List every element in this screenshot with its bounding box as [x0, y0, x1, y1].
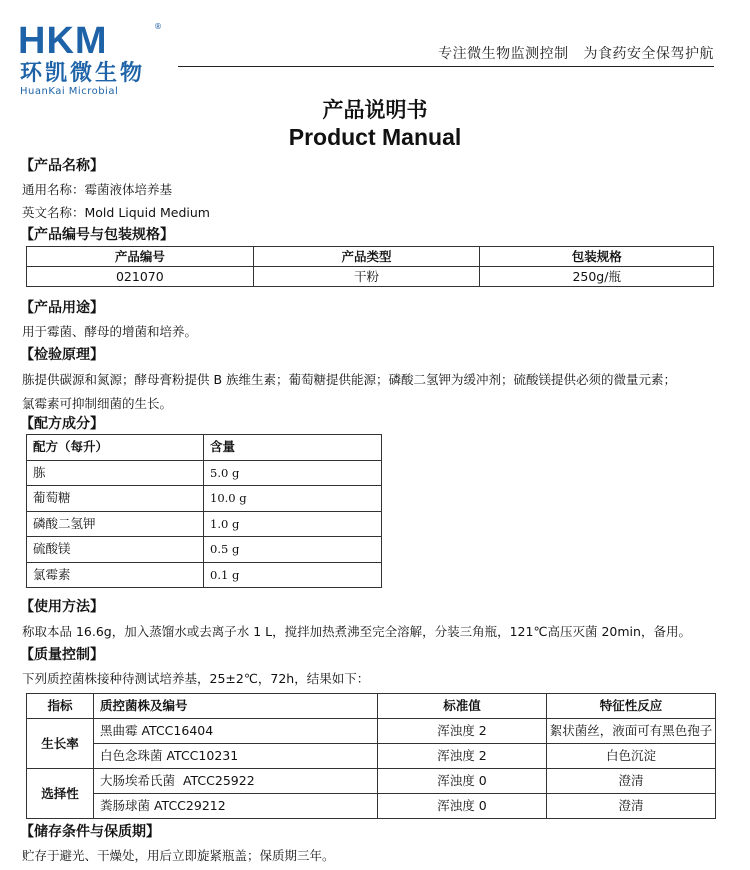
qc-group-label: 选择性 — [27, 769, 94, 819]
method-text: 称取本品 16.6g，加入蒸馏水或去离子水 1 L，搅拌加热煮沸至完全溶解，分装三角瓶，121℃高压灭菌 20min，备用。 — [22, 624, 691, 639]
ingredient-amount: 5.0 g — [204, 460, 382, 486]
table-header-cell: 产品编号 — [27, 247, 254, 267]
usage-text: 用于霉菌、酵母的增菌和培养。 — [22, 324, 198, 339]
section-heading-method: 【使用方法】 — [20, 599, 104, 615]
table-header-cell: 质控菌株及编号 — [94, 694, 378, 719]
header-slogan: 专注微生物监测控制 为食药安全保驾护航 — [438, 46, 714, 62]
section-heading-formula: 【配方成分】 — [20, 416, 104, 432]
english-name: 英文名称：Mold Liquid Medium — [22, 205, 210, 220]
logo-wordmark: HKM — [18, 20, 108, 62]
table-row — [27, 267, 714, 287]
ingredient-amount: 0.1 g — [204, 562, 382, 588]
section-heading-principle: 【检验原理】 — [20, 347, 104, 363]
package-spec: 250g/瓶 — [480, 267, 714, 287]
table-row — [27, 744, 716, 769]
table-header-cell: 配方（每升） — [27, 435, 204, 461]
product-code: 021070 — [27, 267, 254, 287]
ingredient-amount: 1.0 g — [204, 511, 382, 537]
qc-strain: 黑曲霉 ATCC16404 — [94, 719, 378, 744]
ingredient-amount: 10.0 g — [204, 486, 382, 512]
table-header-row — [27, 247, 714, 267]
table-header-cell: 含量 — [204, 435, 382, 461]
registered-mark: ® — [154, 22, 162, 31]
table-header-cell: 产品类型 — [253, 247, 480, 267]
qc-standard: 浑浊度 2 — [378, 744, 547, 769]
title-chinese: 产品说明书 — [322, 98, 428, 122]
ingredient-name: 葡萄糖 — [27, 486, 204, 512]
table-row — [27, 719, 716, 744]
qc-reaction: 澄清 — [547, 769, 716, 794]
qc-reaction: 白色沉淀 — [547, 744, 716, 769]
section-heading-code: 【产品编号与包装规格】 — [20, 227, 174, 243]
table-row — [27, 562, 382, 588]
ingredient-name: 胨 — [27, 460, 204, 486]
section-heading-name: 【产品名称】 — [20, 158, 104, 174]
table-row — [27, 460, 382, 486]
table-row — [27, 511, 382, 537]
table-header-cell: 指标 — [27, 694, 94, 719]
ingredient-name: 硫酸镁 — [27, 537, 204, 563]
qc-strain: 粪肠球菌 ATCC29212 — [94, 794, 378, 819]
code-table — [26, 246, 714, 287]
qc-standard: 浑浊度 0 — [378, 769, 547, 794]
table-header-cell: 特征性反应 — [547, 694, 716, 719]
qc-group-label: 生长率 — [27, 719, 94, 769]
table-header-cell: 包装规格 — [480, 247, 714, 267]
ingredient-name: 磷酸二氢钾 — [27, 511, 204, 537]
principle-text-line-2: 氯霉素可抑制细菌的生长。 — [22, 396, 173, 411]
logo-english-name: HuanKai Microbial — [20, 86, 119, 97]
title-english: Product Manual — [288, 124, 462, 150]
ingredient-name: 氯霉素 — [27, 562, 204, 588]
generic-name: 通用名称：霉菌液体培养基 — [22, 182, 173, 197]
qc-intro: 下列质控菌株接种待测试培养基，25±2℃，72h，结果如下： — [22, 671, 370, 686]
table-header-cell: 标准值 — [378, 694, 547, 719]
table-row — [27, 486, 382, 512]
qc-reaction: 澄清 — [547, 794, 716, 819]
product-type: 干粉 — [253, 267, 480, 287]
storage-text: 贮存于避光、干燥处，用后立即旋紧瓶盖；保质期三年。 — [22, 848, 335, 863]
logo-chinese-name: 环凯微生物 — [20, 61, 146, 86]
qc-reaction: 絮状菌丝，液面可有黑色孢子 — [547, 719, 716, 744]
table-row — [27, 537, 382, 563]
section-heading-usage: 【产品用途】 — [20, 300, 104, 316]
qc-standard: 浑浊度 0 — [378, 794, 547, 819]
table-row — [27, 769, 716, 794]
formula-table — [26, 434, 382, 588]
qc-strain: 大肠埃希氏菌 ATCC25922 — [94, 769, 378, 794]
qc-table — [26, 693, 716, 819]
table-row — [27, 794, 716, 819]
section-heading-qc: 【质量控制】 — [20, 647, 104, 663]
principle-text-line-1: 胨提供碳源和氮源；酵母膏粉提供 B 族维生素；葡萄糖提供能源；磷酸二氢钾为缓冲剂；硫酸镁提供必须的微量元素； — [22, 372, 677, 387]
header-divider — [178, 66, 714, 67]
company-logo — [18, 20, 178, 97]
table-header-row — [27, 694, 716, 719]
table-header-row — [27, 435, 382, 461]
section-heading-storage: 【储存条件与保质期】 — [20, 824, 160, 840]
qc-strain: 白色念珠菌 ATCC10231 — [94, 744, 378, 769]
qc-standard: 浑浊度 2 — [378, 719, 547, 744]
ingredient-amount: 0.5 g — [204, 537, 382, 563]
